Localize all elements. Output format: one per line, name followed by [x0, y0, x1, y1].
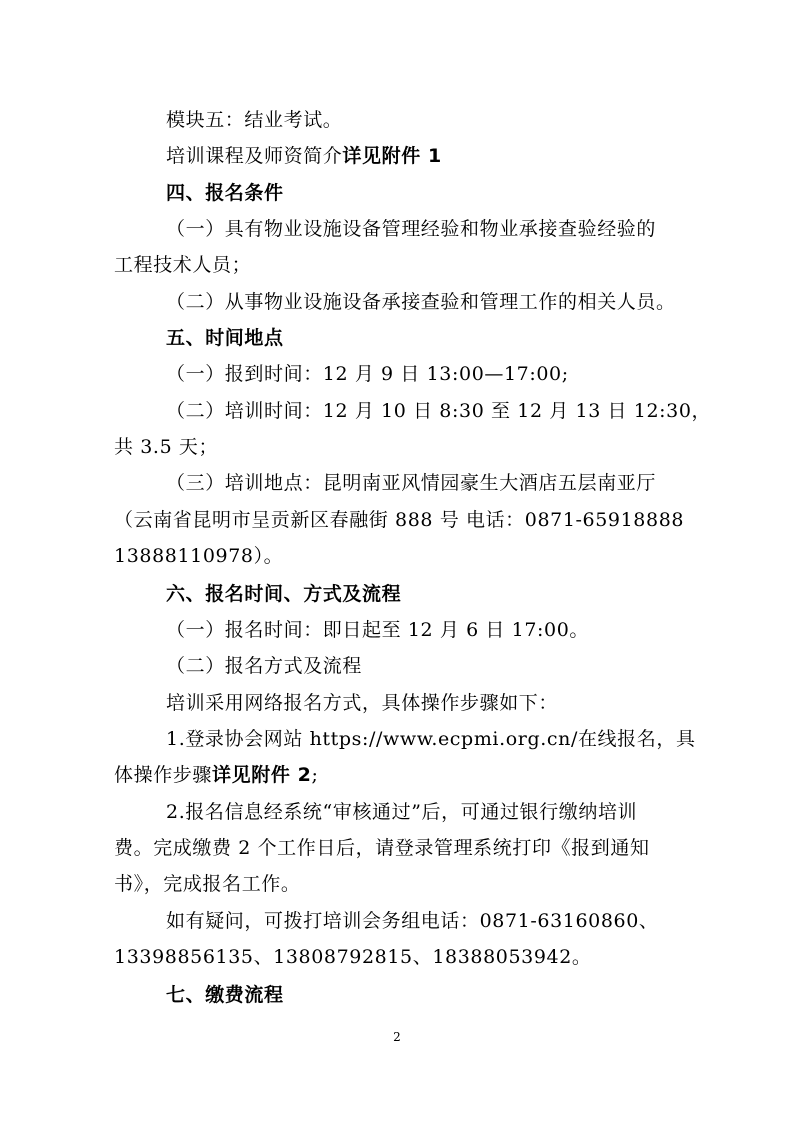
section-heading-6: 六、报名时间、方式及流程	[166, 583, 402, 605]
training-venue-line2: （云南省昆明市呈贡新区春融街 888 号 电话：0871-65918888	[114, 509, 685, 531]
training-time-line2: 共 3.5 天；	[114, 436, 219, 458]
page-number: 2	[393, 1030, 401, 1044]
section-heading-7: 七、缴费流程	[166, 984, 284, 1006]
condition-1-line2: 工程技术人员；	[114, 254, 252, 276]
condition-1-line1: （一）具有物业设施设备管理经验和物业承接查验经验的	[166, 218, 657, 240]
online-registration-line: 培训采用网络报名方式，具体操作步骤如下：	[166, 692, 559, 714]
step-1-line1: 1.登录协会网站 https://www.ecpmi.org.cn/在线报名，具	[166, 728, 696, 750]
training-venue-line1: （三）培训地点：昆明南亚风情园豪生大酒店五层南亚厅	[166, 472, 657, 494]
step-1-line2: 体操作步骤详见附件 2;	[114, 764, 319, 786]
section-heading-5: 五、时间地点	[166, 327, 284, 349]
registration-method-line: （二）报名方式及流程	[166, 655, 363, 677]
condition-2-line: （二）从事物业设施设备承接查验和管理工作的相关人员。	[166, 291, 676, 313]
course-intro-line: 培训课程及师资简介详见附件 1	[166, 145, 442, 167]
checkin-time-line: （一）报到时间：12 月 9 日 13:00—17:00;	[166, 363, 569, 385]
training-venue-line3: 13888110978）。	[114, 545, 284, 567]
module-five-line: 模块五：结业考试。	[166, 109, 343, 131]
step-2-line2: 费。完成缴费 2 个工作日后，请登录管理系统打印《报到通知	[114, 837, 650, 859]
step-2-line3: 书》，完成报名工作。	[114, 873, 301, 895]
contact-line1: 如有疑问，可拨打培训会务组电话：0871-63160860、	[166, 910, 659, 932]
step-2-line1: 2.报名信息经系统“审核通过”后，可通过银行缴纳培训	[166, 801, 638, 823]
registration-time-line: （一）报名时间：即日起至 12 月 6 日 17:00。	[166, 619, 590, 641]
contact-line2: 13398856135、13808792815、18388053942。	[114, 946, 592, 968]
training-time-line1: （二）培训时间：12 月 10 日 8:30 至 12 月 13 日 12:30，	[166, 400, 712, 422]
section-heading-4: 四、报名条件	[166, 182, 284, 204]
